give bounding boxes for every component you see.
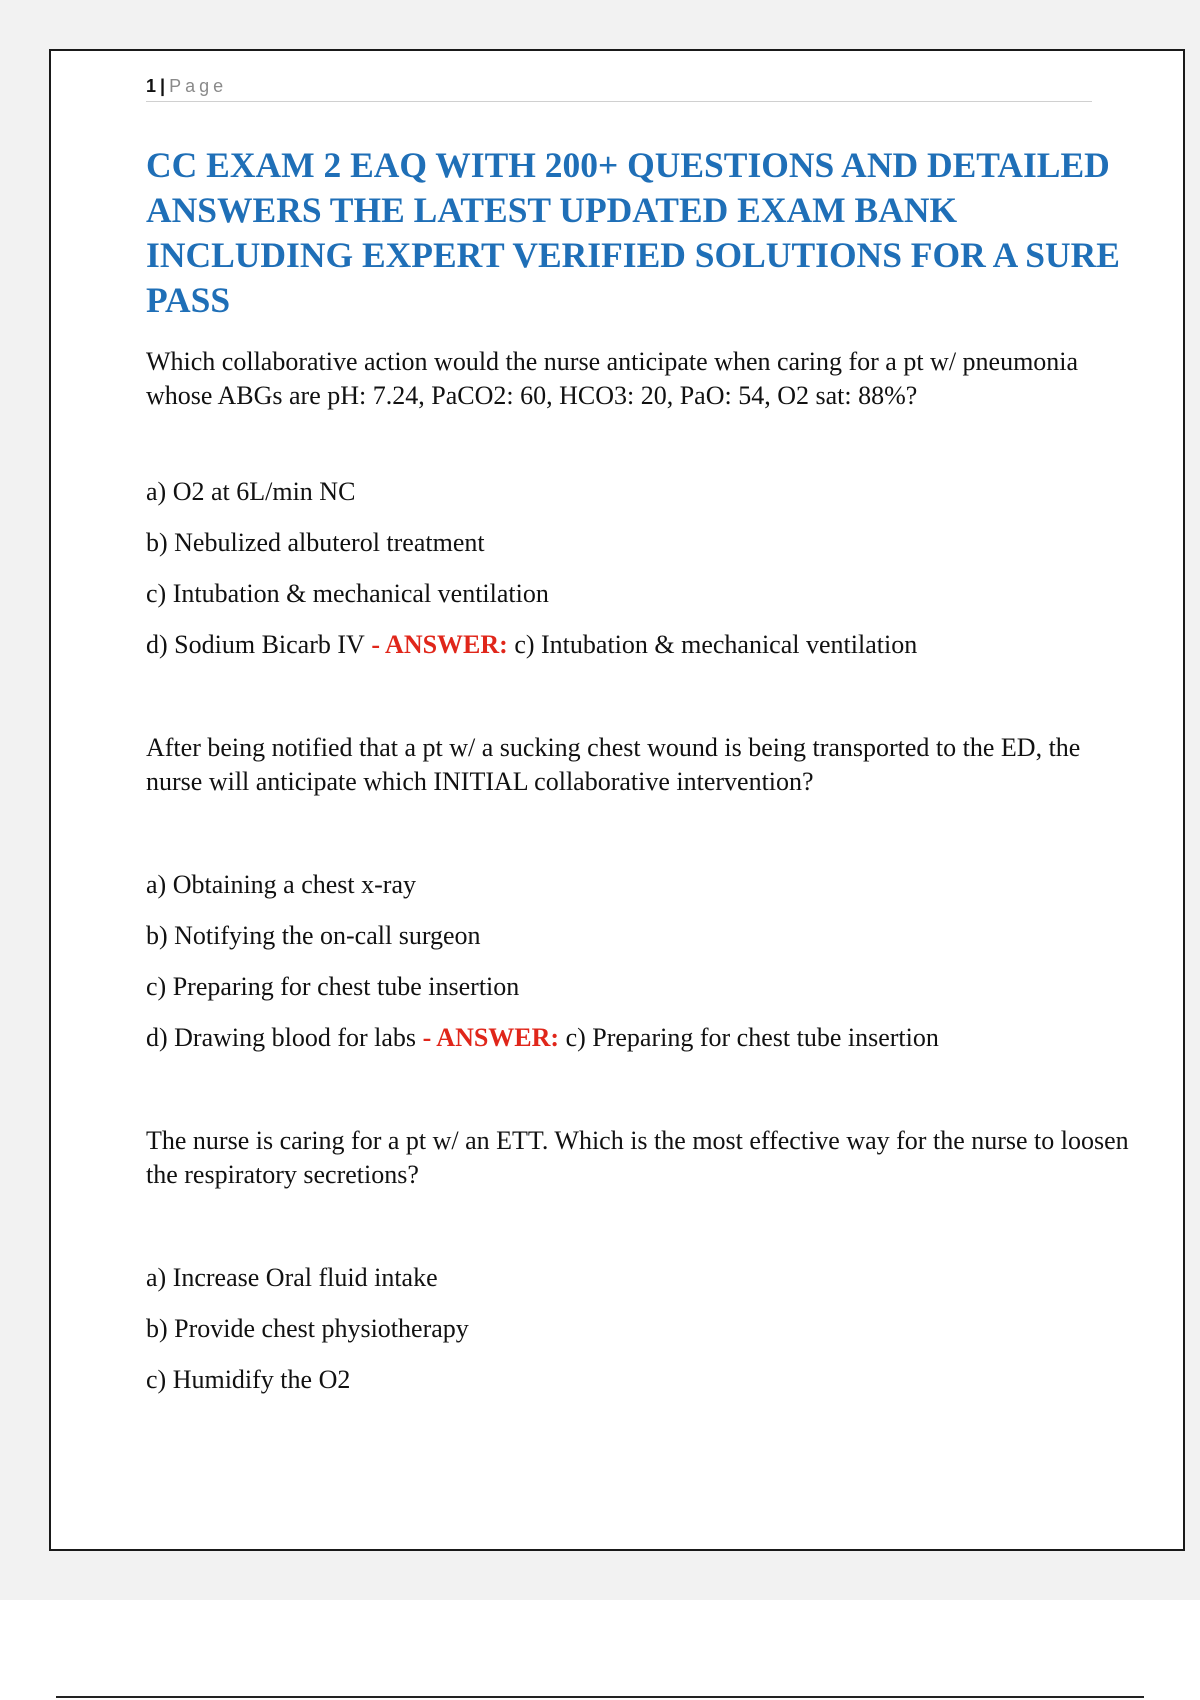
question-2-answer-text: c) Preparing for chest tube insertion [559,1023,939,1052]
question-3-prompt: The nurse is caring for a pt w/ an ETT. Which is the most effective way for the nurse to loosen the respiratory secretions? [146,1126,1129,1189]
document-page [49,49,1185,1551]
question-2-option-c: c) Preparing for chest tube insertion [146,972,520,1001]
question-2-option-d-with-answer [146,1021,1136,1055]
page-label: Page [169,76,228,96]
page-number: 1 [146,76,157,96]
question-1-option-c: c) Intubation & mechanical ventilation [146,579,549,608]
question-1-answer-marker: - ANSWER: [364,630,508,659]
question-3-option-b: b) Provide chest physiotherapy [146,1314,469,1343]
question-2-option-a: a) Obtaining a chest x-ray [146,870,417,899]
document-content [146,143,1136,1397]
question-3-option-c: c) Humidify the O2 [146,1365,351,1394]
question-1-option-d-with-answer [146,628,1136,662]
question-1-option-d: d) Sodium Bicarb IV [146,630,365,659]
question-2-option-d: d) Drawing blood for labs [146,1023,417,1052]
question-1-answer-text: c) Intubation & mechanical ventilation [507,630,918,659]
question-2-prompt: After being notified that a pt w/ a sucking chest wound is being transported to the ED, the nurse will anticipate which INITIAL collaborative intervention? [146,733,1081,796]
page-header-separator: | [160,76,166,96]
question-1-option-a: a) O2 at 6L/min NC [146,477,356,506]
page-header [146,71,1092,102]
question-1-option-b: b) Nebulized albuterol treatment [146,528,485,557]
question-2-answer-marker: - ANSWER: [416,1023,560,1052]
next-page-area [0,1600,1200,1700]
next-page-rule [56,1696,1144,1698]
question-2-option-b: b) Notifying the on-call surgeon [146,921,481,950]
question-1-prompt: Which collaborative action would the nurse anticipate when caring for a pt w/ pneumonia whose ABGs are pH: 7.24, PaCO2: 60, HCO3: 20, PaO: 54, O2 sat: 88%? [146,347,1079,410]
question-3-option-a: a) Increase Oral fluid intake [146,1263,438,1292]
document-title: CC EXAM 2 EAQ WITH 200+ QUESTIONS AND DETAILED ANSWERS THE LATEST UPDATED EXAM BANK INCLUDING EXPERT VERIFIED SOLUTIONS FOR A SURE PASS [146,145,1120,320]
